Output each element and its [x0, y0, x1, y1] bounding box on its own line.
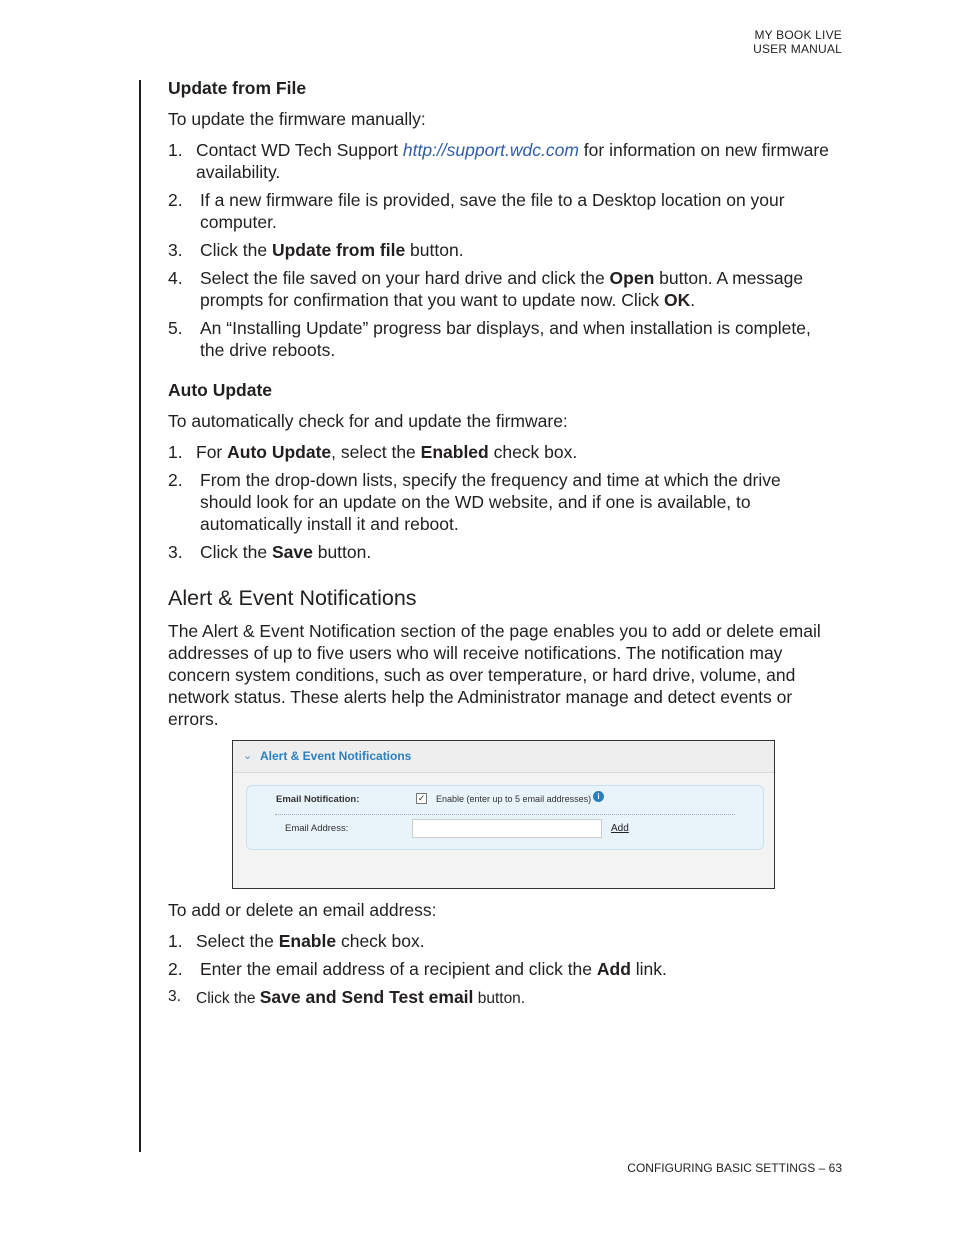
page-content-lower: [168, 899, 836, 1010]
add-link[interactable]: Add: [611, 823, 629, 834]
alert-section-body: The Alert & Event Notification section of the page enables you to add or delete email addresses of up to five users who will receive notifications. The notification may concern system conditions, such as over temperature, or hard drive, volume, and network status. These alerts help the Administrator manage and detect events or errors.: [168, 621, 821, 729]
email-notification-label: Email Notification:: [276, 794, 360, 805]
alert-notifications-screenshot: [232, 740, 775, 889]
list-item: 2. Enter the email address of a recipient and click the Add link.: [168, 959, 667, 979]
page-footer: CONFIGURING BASIC SETTINGS – 63: [627, 1161, 842, 1175]
email-address-label: Email Address:: [285, 823, 349, 834]
list-item: 1. For Auto Update, select the Enabled check box.: [168, 442, 578, 462]
auto-update-heading: Auto Update: [168, 380, 273, 400]
list-item: 4. Select the file saved on your hard drive and click the Open button. A message prompts for confirmation that you want to update now. Click OK.: [168, 268, 804, 310]
header-title: MY BOOK LIVE: [754, 28, 842, 42]
panel-title: Alert & Event Notifications: [260, 749, 412, 763]
update-from-file-heading: Update from File: [168, 78, 307, 98]
enable-checkbox-label: Enable (enter up to 5 email addresses): [436, 794, 592, 804]
add-delete-intro: To add or delete an email address:: [168, 900, 437, 920]
divider: [275, 814, 735, 815]
auto-update-steps: [168, 441, 836, 563]
email-address-input[interactable]: [412, 819, 602, 838]
update-from-file-steps: [168, 139, 836, 361]
auto-update-intro: To automatically check for and update the firmware:: [168, 411, 568, 431]
list-item: 2. From the drop-down lists, specify the frequency and time at which the drive should look for an update on the WD website, and if one is available, to automatically install it and reboot.: [168, 470, 781, 534]
list-item: 5. An “Installing Update” progress bar displays, and when installation is complete, the drive reboots.: [168, 318, 811, 360]
panel-header[interactable]: [233, 741, 774, 773]
list-item: 3. Click the Update from file button.: [168, 240, 464, 260]
list-item: 3. Click the Save and Send Test email button.: [168, 987, 526, 1007]
email-notification-box: [246, 785, 764, 850]
list-item: 2. If a new firmware file is provided, save the file to a Desktop location on your computer.: [168, 190, 785, 232]
chevron-down-icon[interactable]: ⌄: [243, 750, 253, 762]
update-from-file-intro: To update the firmware manually:: [168, 109, 426, 129]
list-item: 1. Select the Enable check box.: [168, 931, 425, 951]
running-header: [753, 28, 842, 56]
list-item: 3. Click the Save button.: [168, 542, 372, 562]
enable-checkbox[interactable]: ✓: [417, 793, 426, 803]
info-icon[interactable]: i: [593, 791, 604, 802]
alert-section-heading: Alert & Event Notifications: [168, 586, 417, 610]
list-item: 1. Contact WD Tech Support http://support.wdc.com for information on new firmware availability.: [168, 140, 829, 182]
page-content: [168, 78, 836, 730]
margin-rule: [139, 80, 141, 1152]
add-delete-steps: [168, 930, 836, 1010]
support-link[interactable]: http://support.wdc.com: [402, 140, 579, 160]
header-subtitle: USER MANUAL: [753, 42, 842, 56]
